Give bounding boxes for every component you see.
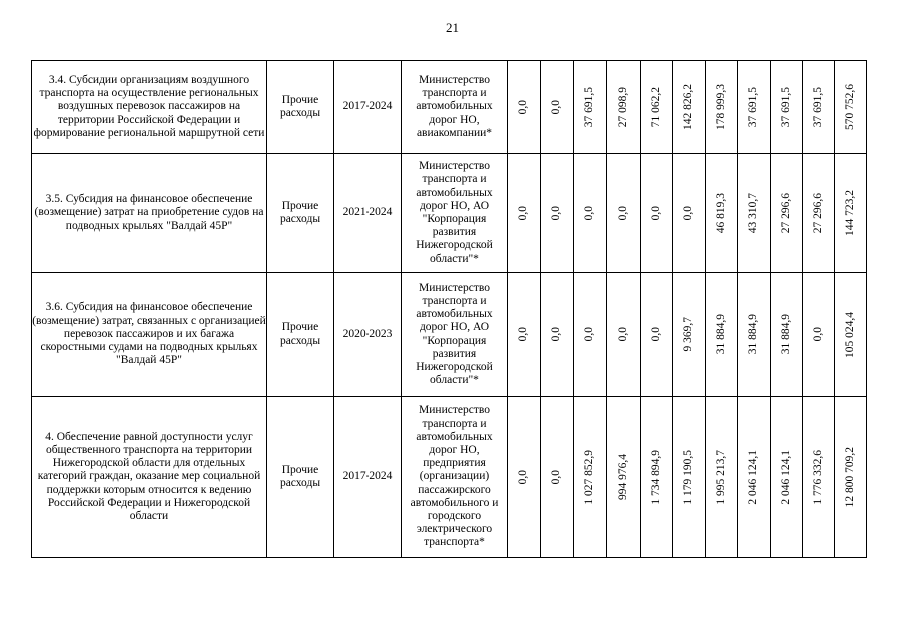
value-wrapper [706,154,737,272]
responsible-cell: Министерство транспорта и автомобильных дорог НО, АО "Корпорация развития Нижегородской области"* [402,273,508,397]
value-wrapper [738,61,770,153]
value-cell [574,273,607,397]
value-wrapper [641,273,672,396]
value-wrapper [771,397,802,557]
measure-name-cell: 4. Обеспечение равной доступности услуг общественного транспорта на территории Нижегородской области для отдельных категорий граждан, оказание мер социальной поддержки которым относится к ведению Российской Федерации и Нижегородской области [32,397,267,558]
value-text: 0,0 [517,469,530,485]
value-wrapper [574,61,606,153]
value-wrapper [607,154,640,272]
value-wrapper [673,397,705,557]
value-cell [607,154,641,273]
value-wrapper [541,154,573,272]
value-cell [673,61,706,154]
value-cell [574,397,607,558]
value-text: 2 046 124,1 [779,449,792,505]
value-wrapper [508,154,540,272]
expense-type-cell: Прочие расходы [267,154,334,273]
value-text: 37 691,5 [779,86,792,128]
value-cell [541,61,574,154]
period-cell: 2020-2023 [334,273,402,397]
value-cell [641,397,673,558]
value-text: 0,0 [517,99,530,115]
table-row [32,61,867,154]
value-text: 27 296,6 [779,192,792,234]
value-wrapper [771,273,802,396]
value-cell [771,397,803,558]
value-wrapper [574,154,606,272]
value-text: 12 800 709,2 [843,446,856,508]
value-wrapper [607,397,640,557]
value-text: 1 734 894,9 [649,449,662,505]
value-cell [508,273,541,397]
page-number: 21 [446,20,459,35]
value-cell [541,397,574,558]
value-wrapper [673,154,705,272]
value-text: 0,0 [811,327,824,342]
value-wrapper [508,273,540,396]
value-wrapper [673,273,705,396]
value-text: 37 691,5 [747,86,760,128]
value-cell [574,61,607,154]
budget-table [31,60,867,558]
value-text: 0,0 [550,99,563,115]
value-wrapper [641,154,672,272]
value-cell [738,154,771,273]
value-wrapper [835,397,866,557]
value-cell [706,397,738,558]
measure-name-cell: 3.6. Субсидия на финансовое обеспечение (возмещение) затрат, связанных с организацией перевозок пассажиров и их багажа скоростными судами на подводных крыльях "Валдай 45Р" [32,273,267,397]
value-cell [508,397,541,558]
value-cell [706,273,738,397]
value-cell [803,273,835,397]
value-text: 43 310,7 [747,192,760,234]
value-wrapper [706,273,737,396]
period-cell: 2017-2024 [334,61,402,154]
value-text: 0,0 [682,205,695,221]
value-cell [835,61,867,154]
value-wrapper [771,154,802,272]
value-text: 31 884,9 [714,314,727,355]
value-text: 1 995 213,7 [714,449,727,505]
value-cell [673,154,706,273]
value-wrapper [803,154,834,272]
value-text: 0,0 [550,205,563,221]
value-wrapper [738,154,770,272]
value-cell [835,154,867,273]
value-wrapper [835,154,866,272]
measure-name-cell: 3.4. Субсидии организациям воздушного транспорта на осуществление региональных воздушных перевозок пассажиров на территории Российской Федерации и формирование региональной маршрутной сети [32,61,267,154]
value-wrapper [803,61,834,153]
responsible-cell: Министерство транспорта и автомобильных дорог НО, АО "Корпорация развития Нижегородской области"* [402,154,508,273]
value-text: 0,0 [517,327,530,342]
value-cell [771,61,803,154]
value-wrapper [835,61,866,153]
table-row [32,154,867,273]
value-text: 27 296,6 [811,192,824,234]
value-cell [771,154,803,273]
value-cell [673,397,706,558]
value-text: 0,0 [517,205,530,221]
table-row [32,397,867,558]
value-cell [541,273,574,397]
value-text: 105 024,4 [843,311,856,358]
value-wrapper [607,61,640,153]
value-cell [803,154,835,273]
value-text: 1 027 852,9 [583,449,596,505]
value-cell [706,154,738,273]
value-cell [508,61,541,154]
value-wrapper [803,397,834,557]
value-cell [607,397,641,558]
value-text: 71 062,2 [649,86,662,128]
value-wrapper [508,61,540,153]
period-cell: 2017-2024 [334,397,402,558]
value-wrapper [803,273,834,396]
value-text: 27 098,9 [616,86,629,128]
value-wrapper [738,397,770,557]
table-row [32,273,867,397]
value-text: 0,0 [583,327,596,342]
value-cell [607,61,641,154]
value-cell [835,273,867,397]
value-wrapper [706,61,737,153]
value-cell [803,397,835,558]
value-text: 1 179 190,5 [682,449,695,505]
expense-type-cell: Прочие расходы [267,397,334,558]
value-wrapper [738,273,770,396]
value-cell [574,154,607,273]
value-wrapper [641,397,672,557]
value-wrapper [541,61,573,153]
value-cell [738,397,771,558]
value-cell [835,397,867,558]
value-text: 37 691,5 [583,86,596,128]
value-wrapper [574,397,606,557]
value-text: 994 976,4 [616,454,629,500]
value-cell [641,273,673,397]
value-wrapper [508,397,540,557]
value-wrapper [641,61,672,153]
value-cell [641,61,673,154]
value-wrapper [574,273,606,396]
value-wrapper [771,61,802,153]
value-text: 2 046 124,1 [747,449,760,505]
value-cell [607,273,641,397]
value-text: 144 723,2 [843,190,856,236]
period-cell: 2021-2024 [334,154,402,273]
value-text: 46 819,3 [714,192,727,234]
value-text: 0,0 [550,469,563,485]
value-cell [706,61,738,154]
value-wrapper [706,397,737,557]
value-wrapper [673,61,705,153]
value-text: 178 999,3 [714,84,727,130]
value-cell [738,273,771,397]
value-cell [508,154,541,273]
value-text: 0,0 [649,205,662,221]
value-text: 31 884,9 [747,314,760,355]
value-cell [541,154,574,273]
value-text: 0,0 [583,205,596,221]
measure-name-cell: 3.5. Субсидия на финансовое обеспечение (возмещение) затрат на приобретение судов на подводных крыльях "Валдай 45Р" [32,154,267,273]
value-text: 31 884,9 [779,314,792,355]
value-text: 570 752,6 [843,84,856,130]
value-cell [803,61,835,154]
value-text: 142 826,2 [682,84,695,130]
value-text: 0,0 [649,327,662,342]
responsible-cell: Министерство транспорта и автомобильных дорог НО, предприятия (организации) пассажирского автомобильного и городского электрического транспорта* [402,397,508,558]
value-wrapper [541,397,573,557]
value-wrapper [541,273,573,396]
value-text: 0,0 [550,327,563,342]
value-cell [771,273,803,397]
expense-type-cell: Прочие расходы [267,273,334,397]
value-wrapper [607,273,640,396]
value-cell [738,61,771,154]
value-cell [673,273,706,397]
value-text: 0,0 [616,205,629,221]
responsible-cell: Министерство транспорта и автомобильных дорог НО, авиакомпании* [402,61,508,154]
expense-type-cell: Прочие расходы [267,61,334,154]
table-body [32,61,867,558]
value-text: 1 776 332,6 [811,449,824,505]
value-cell [641,154,673,273]
value-text: 9 369,7 [682,317,695,352]
value-wrapper [835,273,866,396]
value-text: 37 691,5 [811,86,824,128]
value-text: 0,0 [616,327,629,342]
